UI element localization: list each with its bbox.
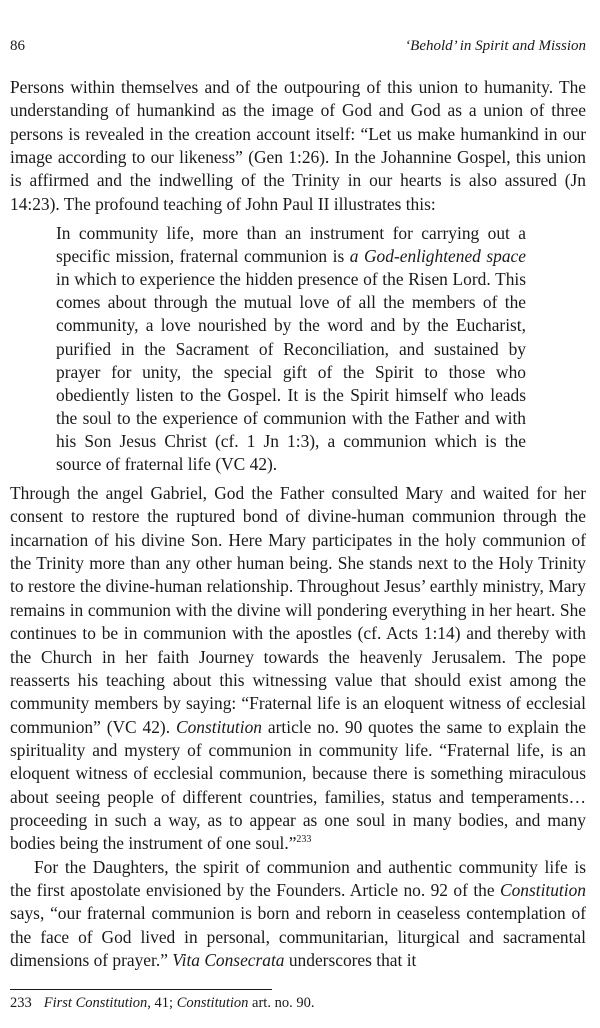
paragraph-3-italic-constitution: Constitution bbox=[499, 879, 586, 900]
page-number: 86 bbox=[10, 38, 25, 54]
paragraph-3-text-3: underscores that it bbox=[284, 949, 417, 970]
paragraph-3-text-1: For the Daughters, the spirit of communion and authentic community life is the first apostolate envisioned by the Founders. Article no. 92 of the bbox=[10, 856, 586, 900]
paragraph-3-italic-vita-consecrata: Vita Consecrata bbox=[172, 949, 285, 970]
running-title: ‘Behold’ in Spirit and Mission bbox=[405, 38, 586, 54]
paragraph-2-text-2: article no. 90 quotes the same to explain the spirituality and mystery of communion in community life. “Fraternal life, is an eloquent witness of ecclesial communion, because there is something miraculous about seeing people of different countries, families, status and temperaments…proceeding in such a way, as to appear as one soul in many bodies, and many bodies being the instrument of one soul.” bbox=[10, 716, 586, 854]
footnote-number: 233 bbox=[10, 995, 32, 1011]
main-text bbox=[10, 76, 586, 972]
footnote-text-2: art. no. 90. bbox=[248, 995, 315, 1011]
footnote bbox=[10, 995, 314, 1012]
paragraph-3 bbox=[10, 856, 586, 973]
quote-emphasis: a God-enlightened space bbox=[349, 246, 526, 267]
paragraph-2-italic-constitution: Constitution bbox=[175, 716, 262, 737]
block-quote bbox=[56, 222, 526, 476]
paragraph-2 bbox=[10, 482, 586, 856]
paragraph-3-text-2: says, “our fraternal communion is born and reborn in ceaseless contemplation of the face of God lived in personal, communitarian, liturgical and sacramental dimensions of prayer.” bbox=[10, 903, 586, 970]
footnote-text-1: , 41; bbox=[147, 995, 177, 1011]
quote-text-2: in which to experience the hidden presence of the Risen Lord. This comes about through the mutual love of all the members of the community, a love nourished by the word and by the Eucharist, purified in the Sacrament of Reconciliation, and sustained by prayer for unity, the special gift of the Spirit to those who obediently listen to the Gospel. It is the Spirit himself who leads the soul to the experience of communion with the Father and with his Son Jesus Christ (cf. 1 Jn 1:3), a communion which is the source of fraternal life (VC 42). bbox=[56, 269, 526, 474]
paragraph-1: Persons within themselves and of the outpouring of this union to humanity. The understanding of humankind as the image of God and God as a union of three persons is revealed in the creation account itself: “Let us make humankind in our image according to our likeness” (Gen 1:26). In the Johannine Gospel, this union is affirmed and the indwelling of the Trinity in our hearts is also assured (Jn 14:23). The profound teaching of John Paul II illustrates this: bbox=[10, 77, 586, 214]
footnote-italic-2: Constitution bbox=[176, 995, 249, 1011]
footnote-italic-1: First Constitution bbox=[43, 995, 148, 1011]
footnote-divider bbox=[10, 989, 272, 990]
page-header bbox=[10, 38, 586, 58]
footnote-reference[interactable]: 233 bbox=[296, 834, 312, 846]
quote-text-1: In community life, more than an instrument for carrying out a specific mission, fraternal communion is bbox=[56, 223, 526, 267]
paragraph-2-text-1: Through the angel Gabriel, God the Father consulted Mary and waited for her consent to restore the ruptured bond of divine-human communion through the incarnation of his divine Son. Here Mary participates in the holy communion of the Trinity more than any other human being. She stands next to the Holy Trinity to restore the divine-human relationship. Throughout Jesus’ earthly ministry, Mary remains in communion with the divine will pondering everything in her heart. She continues to be in communion with the apostles (cf. Acts 1:14) and thereby with the Church in her faith Journey towards the heavenly Jerusalem. The pope reasserts his teaching about this witnessing value that should exist among the community members by saying: “Fraternal life is an eloquent witness of ecclesial communion” (VC 42). bbox=[10, 483, 586, 737]
